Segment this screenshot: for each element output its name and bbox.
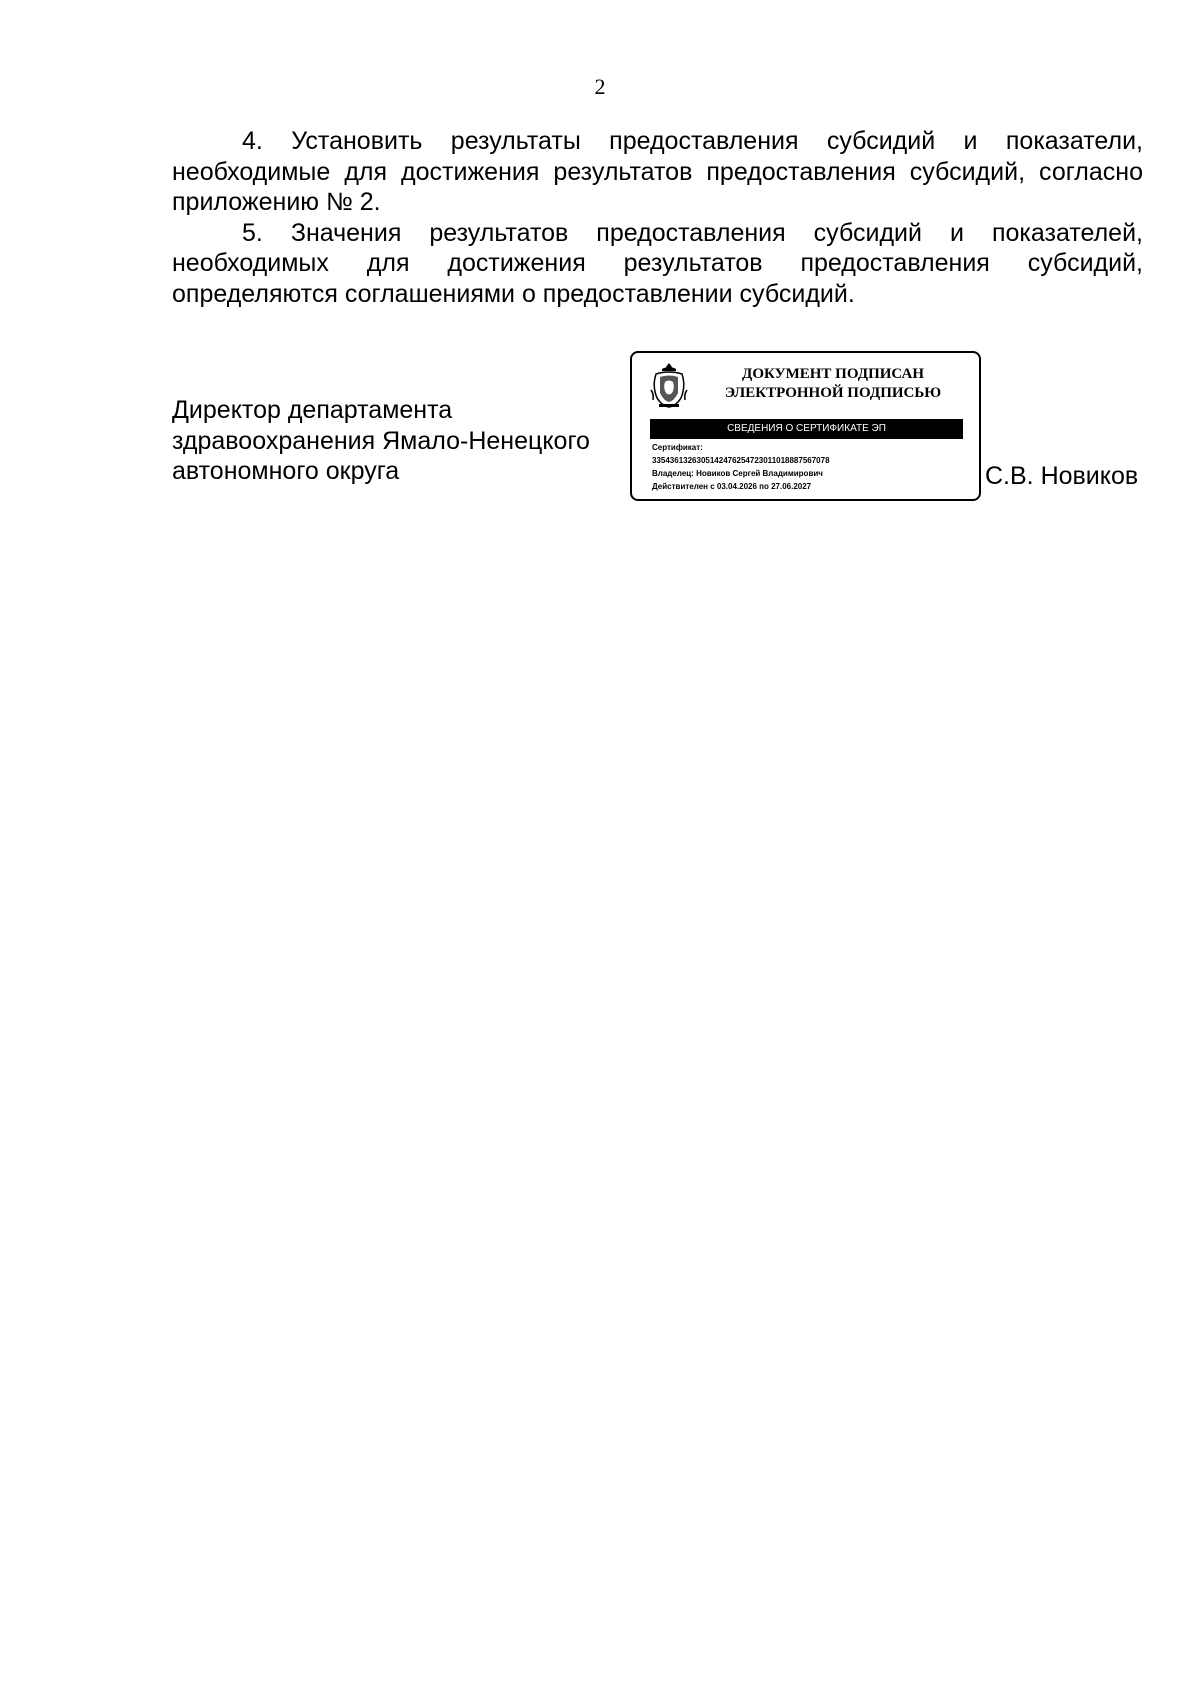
signer-position-line: автономного округа	[172, 457, 400, 485]
certificate-label: Сертификат:	[652, 443, 703, 452]
paragraph-5: 5. Значения результатов предоставления субсидий и показателей, необходимых для достижения результатов предоставления субсидий, определяются соглашениями о предоставлении субсидий.	[172, 218, 1143, 308]
certificate-info-bar: СВЕДЕНИЯ О СЕРТИФИКАТЕ ЭП	[650, 419, 963, 439]
page-number: 2	[594, 74, 606, 99]
stamp-title-line: ЭЛЕКТРОННОЙ ПОДПИСЬЮ	[724, 385, 942, 401]
signer-position-line: Директор департамента	[172, 396, 453, 424]
certificate-details	[652, 441, 972, 493]
certificate-validity: Действителен с 03.04.2026 по 27.06.2027	[652, 482, 812, 491]
signer-name: С.В. Новиков	[985, 462, 1139, 490]
certificate-owner: Владелец: Новиков Сергей Владимирович	[652, 469, 823, 478]
coat-of-arms-icon	[648, 360, 690, 410]
stamp-title	[704, 365, 962, 403]
signer-position-line: здравоохранения Ямало-Ненецкого	[172, 426, 590, 455]
paragraph-4: 4. Установить результаты предоставления субсидий и показатели, необходимые для достижения результатов предоставления субсидий, согласно приложению № 2.	[172, 127, 1143, 216]
document-body	[172, 126, 1143, 309]
electronic-signature-stamp	[630, 351, 981, 501]
stamp-title-line: ДОКУМЕНТ ПОДПИСАН	[742, 366, 924, 382]
certificate-number: 3354361326305142476254723011018887567078	[652, 456, 830, 465]
signer-position	[172, 395, 590, 487]
